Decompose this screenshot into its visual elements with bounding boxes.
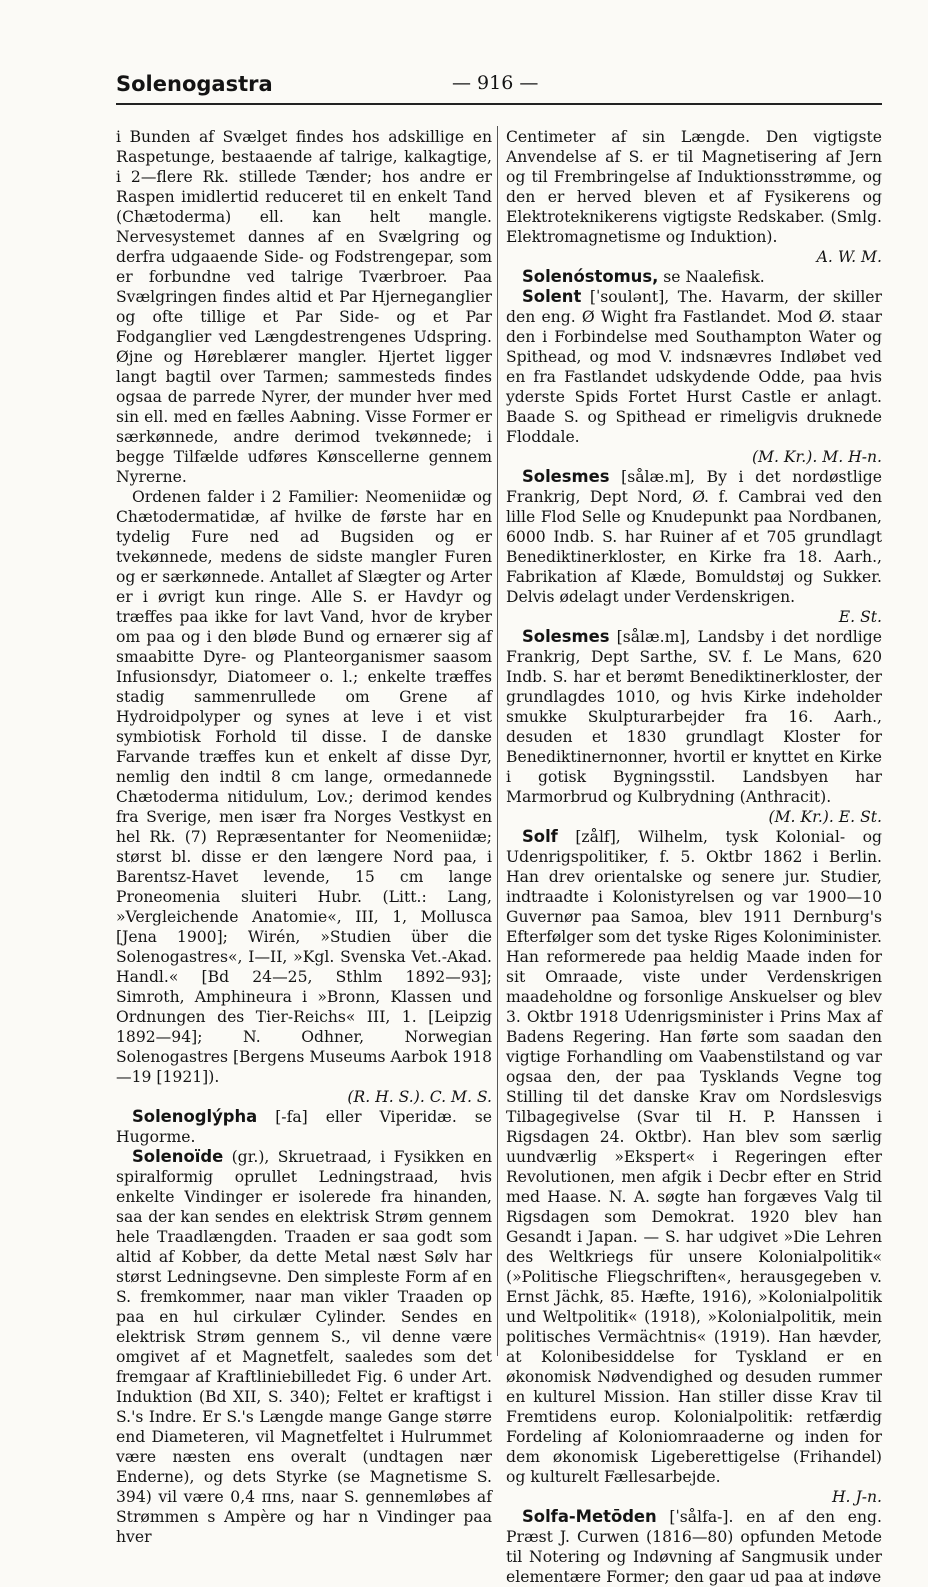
entry-solf: [506, 827, 882, 1487]
entry-solent: [506, 287, 882, 447]
entry-text: [sålæ.m], Landsby i det nordlige Frankrig, Dept Sarthe, SV. f. Le Mans, 620 Indb. S. har et berømt Benediktinerkloster, der grundlagdes 1010, og hvis Kirke indeholder smukke Skulpturarbejder fra 16. Aarh., desuden et 1830 grundlagt Kloster for Benediktinernonner, hvortil er knyttet en Kirke i gotisk Bygningsstil. Landsbyen har Marmorbrud og Kulbrydning (Anthracit).: [506, 628, 882, 806]
entry-text: [-fa] eller Viperidæ. se Hugorme.: [116, 1108, 492, 1146]
entry-text: [sålæ.m], By i det nordøstlige Frankrig, Dept Nord, Ø. f. Cambrai ved den lille Flod Selle og Knudepunkt paa Nordbanen, 6000 Indb. S. har Ruiner af et 705 grundlagt Benediktinerkloster, en Kirke fra 18. Aarh., Fabrikation af Klæde, Bomuldstøj og Sukker. Delvis ødelagt under Verdenskrigen.: [506, 468, 882, 606]
right-column: [506, 127, 882, 1587]
entry-solenostomus: [506, 267, 882, 287]
entry-text: [ˈsoulənt], The. Havarm, der skiller den eng. Ø Wight fra Fastlandet. Mod Ø. staar den i Forbindelse med Southampton Water og Spithead, og mod V. indsnævres Indløbet ved en fra Fastlandet udskydende Odde, paa hvis yderste Spids Fortet Hurst Castle er anlagt. Baade S. og Spithead er rimeligvis druknede Floddale.: [506, 288, 882, 446]
paragraph: Ordenen falder i 2 Familier: Neomeniidæ og Chætodermatidæ, af hvilke de første har en tydelig Fure ned ad Bugsiden og er tvekønnede, medens de sidste mangler Furen og er særkønnede. Antallet af Slægter og Arter er i øvrigt kun ringe. Alle S. er Havdyr og træffes paa ikke for lavt Vand, hvor de kryber om paa og i den bløde Bund og ernærer sig af smaabitte Dyre- og Planteorganismer saasom Infusionsdyr, Diatomeer o. l.; enkelte træffes stadig sammenrullede om Grene af Hydroidpolyper og synes at leve i et vist symbiotisk Forhold til disse. I de danske Farvande træffes kun et enkelt af disse Dyr, nemlig den indtil 8 cm lange, ormedannede Chætoderma nitidulum, Lov.; derimod kendes fra Sverige, men især fra Norges Vestkyst en hel Rk. (7) Repræsentanter for Neomeniidæ; størst bl. disse er den længere Nord paa, i Barentsz-Havet levende, 15 cm lange Proneomenia sluiteri Hubr. (Litt.: Lang, »Vergleichende Anatomie«, III, 1, Mollusca [Jena 1900]; Wirén, »Studien über die Solenogastres«, I—II, »Kgl. Svenska Vet.-Akad. Handl.« [Bd 24—25, Sthlm 1892—93]; Simroth, Amphineura i »Bronn, Klassen und Ordnungen des Tier-Reichs« III, 1. [Leipzig 1892—94]; N. Odhner, Norwegian Solenogastres [Bergens Museums Aarbok 1918—19 [1921]).: [116, 488, 492, 1086]
running-title: Solenogastra: [116, 72, 273, 96]
entry-solesmes-sarthe: [506, 627, 882, 807]
paragraph: Centimeter af sin Længde. Den vigtigste Anvendelse af S. er til Magnetisering af Jern og til Frembringelse af Induktionsstrømme, og den er herved bleven et af Fysikerens og Elektroteknikerens vigtigste Redskaber. (Smlg. Elektromagnetisme og Induktion).: [506, 128, 882, 246]
entry-text: [ˈsålfa-]. en af den eng. Præst J. Curwen (1816—80) opfunden Metode til Notering og Indøvning af Sangmusik under elementære Former; den gaar ud paa at indøve: [506, 1508, 882, 1586]
entry-solenoide: [116, 1147, 492, 1547]
page-number: — 916 —: [452, 72, 539, 94]
entry-text: [zålf], Wilhelm, tysk Kolonial- og Udenrigspolitiker, f. 5. Oktbr 1862 i Berlin. Han drev orientalske og senere jur. Studier, indtraadte i Kolonistyrelsen og var 1900—10 Guvernør paa Samoa, blev 1911 Dernburg's Efterfølger som det tyske Riges Koloniminister. Han reformerede paa heldig Maade inden for sit Omraade, viste under Verdenskrigen maadeholdne og forsonlige Anskuelser og blev 3. Oktbr 1918 Udenrigsminister i Prins Max af Badens Regering. Han førte som saadan den vigtige Forhandling om Vaabenstilstand og var ogsaa den, der paa Tysklands Vegne tog Stilling til det danske Krav om Nordslesvigs Tilbagegivelse (Svar til H. P. Hanssen i Rigsdagen 24. Oktbr). Han blev som særlig uundværlig »Ekspert« i Regeringen efter Revolutionen, men afgik i Decbr efter en Strid med Haase. N. A. søgte han forgæves Valg til Rigsdagen som Demokrat. 1920 blev han Gesandt i Japan. — S. har udgivet »Die Lehren des Weltkriegs für unsere Kolonialpolitik« (»Politische Fliegschriften«, herausgegeben v. Ernst Jächk, 85. Hæfte, 1916), »Kolonialpolitik und Weltpolitik« (1918), »Kolonialpolitik, mein politisches Vermächtnis« (1919). Han hævder, at Kolonibesiddelse for Tyskland er en økonomisk Nødvendighed og desuden rummer en kulturel Mission. Han stiller disse Krav til Fremtidens europ. Kolonialpolitik: retfærdig Fordeling af Koloniomraaderne og inden for dem økonomisk Ligeberettigelse (Frihandel) og kulturelt Fællesarbejde.: [506, 828, 882, 1486]
headword: Solesmes: [522, 627, 610, 646]
author-signature: (R. H. S.). C. M. S.: [347, 1088, 492, 1106]
author-signature: H. J-n.: [831, 1488, 882, 1506]
headword: Solfa-Metōden: [522, 1507, 657, 1526]
headword: Solenoïde: [132, 1147, 224, 1166]
entry-solesmes-nord: [506, 467, 882, 607]
column-divider: [497, 126, 498, 1356]
entry-text: (gr.), Skruetraad, i Fysikken en spiralformig oprullet Ledningstraad, hvis enkelte Vindinger er isolerede fra hinanden, saa der kan sendes en elektrisk Strøm gennem hele Traadlængden. Traaden er saa godt som altid af Kobber, da dette Metal næst Sølv har størst Ledningsevne. Den simpleste Form af en S. fremkommer, naar man vikler Traaden op paa en hul cirkulær Cylinder. Sendes en elektrisk Strøm gennem S., vil denne være omgivet af et Magnetfelt, saaledes som det fremgaar af Kraftliniebilledet Fig. 6 under Art. Induktion (Bd XII, S. 340); Feltet er kraftigst i S.'s Indre. Er S.'s Længde mange Gange større end Diameteren, vil Magnetfeltet i Hulrummet være næsten ens overalt (undtagen nær Enderne), og dets Styrke (se Magnetisme S. 394) vil være 0,4 πns, naar S. gennemløbes af Strømmen s Ampère og har n Vindinger paa hver: [116, 1148, 492, 1546]
paragraph: i Bunden af Svælget findes hos adskillige en Raspetunge, bestaaende af talrige, kalkagtige, i 2—flere Rk. stillede Tænder; hos andre er Raspen imidlertid reduceret til en enkelt Tand (Chætoderma) ell. kan helt mangle. Nervesystemet dannes af en Svælgring og derfra udgaaende Side- og Fodstrengepar, som er forbundne ved talrige Tværbroer. Paa Svælgringen findes altid et Par Hjerneganglier og ofte tillige et Par Side- og et Par Fodganglier ved Længdestrengenes Udspring. Øjne og Høreblærer mangler. Hjertet ligger langt bagtil over Tarmen; sammesteds findes ogsaa de parrede Nyrer, der munder hver med sin ell. med en fælles Aabning. Visse Former er særkønnede, andre derimod tvekønnede; i begge Tilfælde udføres Kønscellerne gennem Nyrerne.: [116, 128, 492, 486]
headword: Solf: [522, 827, 558, 846]
author-signature: A. W. M.: [816, 248, 882, 266]
entry-solfa-metoden: [506, 1507, 882, 1587]
entry-text: se Naalefisk.: [663, 268, 765, 286]
headword: Solenoglýpha: [132, 1107, 258, 1126]
entry-solenoglypha: [116, 1107, 492, 1147]
left-column: [116, 127, 492, 1547]
author-signature: (M. Kr.). M. H-n.: [751, 448, 882, 466]
author-signature: (M. Kr.). E. St.: [768, 808, 882, 826]
headword: Solesmes: [522, 467, 610, 486]
headword: Solent: [522, 287, 582, 306]
header-rule: [116, 103, 882, 105]
headword: Solenóstomus,: [522, 267, 659, 286]
author-signature: E. St.: [838, 608, 882, 626]
